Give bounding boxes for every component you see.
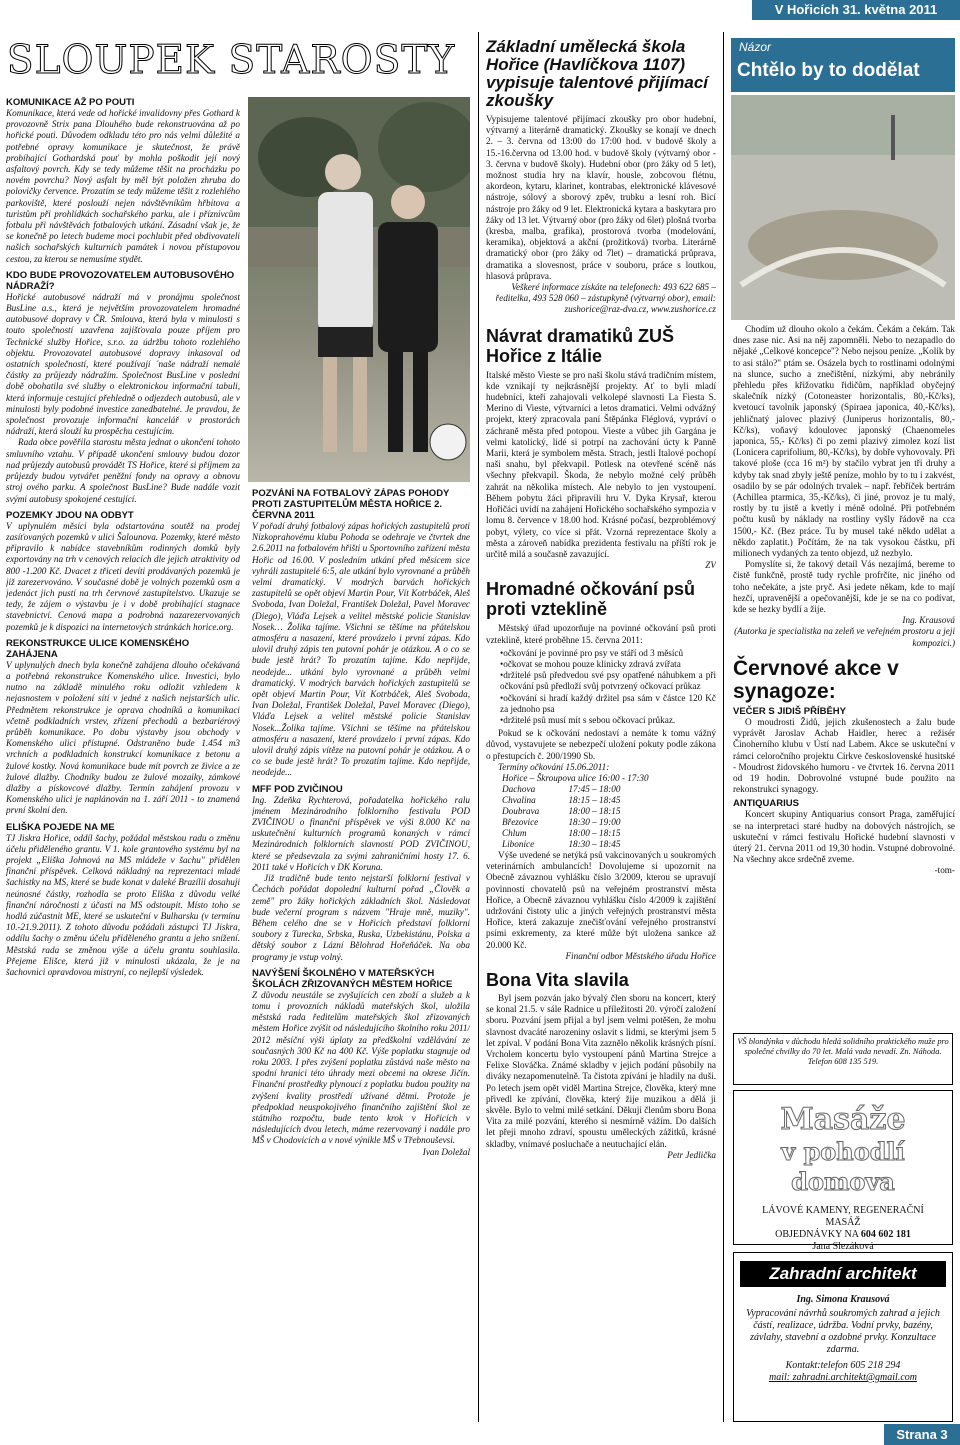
schedule-time: 18:30 – 19:00 xyxy=(568,816,621,827)
schedule-time: 18:30 – 18:45 xyxy=(568,838,621,849)
table-row xyxy=(502,784,657,795)
football-photo xyxy=(248,97,470,482)
text-skolne: Z důvodu neustále se zvyšujících cen zboží a služeb a k tomu i provozních nákladů mateřských škol, uložila městská rada ředitelům mateřských škol zřizovaných městem Hořice zvýšit od následujícího školního roku 2011/ 2012 měsíční výši úplaty za předškolní vzdělávání ze současných 300 Kč na 400 Kč. Výše poplatku stagnuje od roku 2003. I přes zvýšení poplatku zůstává naše město na spodní hranici této úhrady mezi obcemi na okrese Jičín. Finanční prostředky plynoucí z poplatku budou použity na zvýšení kvality prostředí užívané dětmi. Protože je předpoklad neuspokojivého finančního zajištění škol ze státního rozpočtu, bude tento krok v Hořicích v následujících dvou letech, máme rezervovaný i nadále pro MŠ v Chodovicích a v nové výnikle MŠ v Třebnouševsi. xyxy=(252,989,470,1146)
road-island-illustration xyxy=(731,95,955,320)
schedule-place: Hořice – Škroupova ulice 16:00 - 17:30 xyxy=(502,772,649,783)
table-row xyxy=(502,773,657,784)
column-divider xyxy=(723,32,724,1422)
cerv-sign: -tom- xyxy=(934,865,955,876)
ad-masaze xyxy=(733,1090,953,1252)
column-3 xyxy=(486,38,716,1423)
nazor-photo xyxy=(731,95,955,320)
ad-masaze-name: Jana Slezáková xyxy=(812,1241,874,1252)
nazor-sign: Ing. Krausová xyxy=(902,615,955,626)
zus-contact: Veškeré informace získáte na telefonech: 493 622 685 – ředitelka, 493 528 060 – zástupkyně (výtvarný obor), email: zushorice@raz-dva.cz, www.zushorice.cz xyxy=(495,282,716,315)
schedule-place: Chlum xyxy=(502,827,527,838)
schedule-place: Březovice xyxy=(502,816,539,827)
schedule-time: 18:15 – 18:45 xyxy=(568,794,621,805)
nazor-label: Názor xyxy=(739,40,772,54)
text-mff: Ing. Zdeňka Rychterová, pořadatelka hořického ralu jménem Mezinárodního folklorního festivalu POD ZVIČINOU o finanční příspěvek ve výši 8.000 Kč na uskutečnění kulturních programů konaných v rámci Mezinárodních folklorních slavností POD ZVIČINOU, které se předsevzala za svými zahraničními hosty 17. 6. 2011 také v Hořicích v DK Koruna. xyxy=(252,794,470,872)
cerv-heading-2: ANTIQUARIUS xyxy=(733,798,799,810)
sign-dolezal: Ivan Doležal xyxy=(422,1146,470,1157)
schedule-place: Libonice xyxy=(502,838,535,849)
cerv-text-1: O moudrosti Židů, jejich zkušenostech a žalu bude vyprávět Jaroslav Achab Haidler, herec a režisér Činoherního klubu v Ústí nad Labem. Akce se uskuteční v rámci celoročního projektu Církve československé husitské - Moudrost židovského humoru - ve čtvrtek 16. června 2011 od 19 hodin. Dobrovolné vstupné bude použito na rekonstrukci synagogy. xyxy=(733,716,955,795)
psi-text-3: Výše uvedené se netýká psů vakcinovaných u soukromých veterinárních ambulancích! Dovolujeme si upozornit na Obecně závaznou vyhlášku číslo 3/2009, kterou se upravují povinnosti chovatelů psů na veřejném prostranství města Hořice, a Obecně závaznou vyhlášku číslo 4/2009 k zajištění udržování čistoty ulic a jiných veřejných prostranství města Hořice, která zakazuje znečišťování veřejného prostranství psími exkrementy, za které může být uložena sankce až 20.000 Kč. xyxy=(486,849,716,950)
psi-bullet-list xyxy=(500,648,716,726)
dateline-bar xyxy=(752,0,960,20)
psi-text-2: Pokud se k očkování nedostaví a nemáte k tomu vážný důvod, vystavujete se nebezpečí uložení pokuty podle zákona o přestupcích č. 200/1990 Sb. xyxy=(486,728,716,761)
nazor-header xyxy=(731,38,955,92)
list-item: • očkování si hradí každý držitel psa sám v částce 120 Kč za jednoho psa xyxy=(500,693,716,715)
column-divider xyxy=(478,32,479,1422)
psi-schedule xyxy=(502,773,657,850)
ad-zahradni-contact: Kontakt:telefon 605 218 294 xyxy=(785,1360,901,1371)
schedule-place: Chvalina xyxy=(502,794,536,805)
cerv-text-2: Koncert skupiny Antiquarius consort Praga, zaměřující se na interpretaci staré hudby na dobových nástrojích, se uskuteční v rámci festivalu Hořické hudební slavnosti v úterý 21. června 2011 od 19,30 hodin. Vstupné dobrovolné. Na všechny akce srdečně zveme. xyxy=(733,809,955,865)
psi-title: Hromadné očkování psů proti vzteklině xyxy=(486,579,696,620)
dateline: V Hořicích 31. května 2011 xyxy=(774,2,938,17)
page-number: Strana 3 xyxy=(896,1427,948,1442)
page-number-box xyxy=(884,1424,960,1445)
italy-sign: ZV xyxy=(705,560,716,571)
list-item: • držitelé psů musí mít s sebou očkovací průkaz. xyxy=(500,715,716,726)
psi-intro: Městský úřad upozorňuje na povinné očkování psů proti vzteklině, které proběhne 15. června 2011: xyxy=(486,623,716,645)
zus-title: Základní umělecká škola Hořice (Havlíčkova 1107) vypisuje talentové přijímací zkoušky xyxy=(486,38,709,110)
ad-masaze-title: Masáže xyxy=(780,1102,906,1137)
ad-zahradni-name: Ing. Simona Krausová xyxy=(796,1294,890,1305)
page-title: SLOUPEK STAROSTY xyxy=(6,38,456,83)
text-mff-2: Již tradičně bude tento nejstarší folklorní festival v Čechách pořádat dopolední kulturní pořad „Člověk a země" pro žáky hořických základních škol. Následovat bude večerní program s názvem "Hraje mně, muziky". Během celého dne se v Hořicích představí folklorní soubory z Turecka, Srbska, Ruska, Uzbekistánu, Polska a dětský soubor z Lázní Bělohrad Hořeňáček. Na oba programy je vstup volný. xyxy=(252,873,470,962)
text-nadrazi-2: Rada obce pověřila starostu města jednat o ukončení tohoto smluvního vztahu. V případě ukončení smlouvy budou dozor nad průjezdy autobusů provádět TS Hořice, které si příjmem za průjezdy budou vytvářet peněžní fondy na opravy a obnovu stroj ového parku. A společnost BusLine? Bude nadále vozit svými autobusy spokojené cestující. xyxy=(6,437,240,504)
schedule-place: Dachova xyxy=(502,783,536,794)
text-nadrazi: Hořické autobusové nádraží má v pronájmu společnost BusLine a.s., která je největším provozovatelem hromadné autobusové dopravy v ČR. Smlouva, která byla v minulosti s touto společností uzavřena zajišťovala pouze příjem pro Technické služby Hořice, s.r.o. za údržbu tohoto rozlehlého objektu. Provozovatel autobusové dopravy inkasoval od ostatních společností, které používají ´naše nádraží nemalé částky za průjezdy nádražím. Společnost BusLine v poslední době obohatila své služby o elektronickou informační tabuli, která informuje cestující přehledně o odjezdech autobusů, ale v minulosti byly podobné investice zanedbatelné. Je pravdou, že společnost provozuje informační kancelář v prostorách nádraží, která slouží ku prospěchu cestujícím. xyxy=(6,291,240,437)
ad-personal xyxy=(733,1033,953,1085)
cerv-title: Červnové akce v synagoze: xyxy=(733,656,899,703)
nazor-text-2: Pomyslíte si, že takový detail Vás nezajímá, bereme to čistě funkčně, prostě tudy rychle profrčíte, nic jiného od toho nečekáte, a jste pryč. Asi jedete někam, kde to mají hezčí, upravenější a opečovanější, kde je se na co podívat, kde se hezky bydlí a žije. xyxy=(733,559,955,615)
photo-illustration xyxy=(248,97,470,482)
nazor-title: Chtělo by to dodělat xyxy=(737,60,920,81)
schedule-place: Doubrava xyxy=(502,805,540,816)
ad-masaze-subtitle: v pohodlí domova xyxy=(781,1137,905,1196)
cerv-heading-1: VEČER S JIDIŠ PŘÍBĚHY xyxy=(733,705,846,717)
italy-title: Návrat dramatiků ZUŠ Hořice z Itálie xyxy=(486,325,675,366)
heading-zapas: POZVÁNÍ NA FOTBALOVÝ ZÁPAS POHODY PROTI ZASTUPITELŮM MĚSTA HOŘICE 2. ČERVNA 2011 xyxy=(252,488,450,521)
bona-sign: Petr Jedlička xyxy=(667,1149,716,1160)
heading-mff: MFF POD ZVIČINOU xyxy=(252,783,343,795)
bona-text: Byl jsem pozván jako bývalý člen sboru na koncert, který se konal 21.5. v sále Radnice u příležitosti 20. výročí založení sboru. Pozvání jsem přijal a byl jsem velmi potěšen, že mohu slavnost dvacáté narozeniny oslavit s lidmi, se kterými jsem 5 let zpíval. V podání Bona Vita zaznělo několik krásných písní. Vrcholem koncertu bylo vystoupení pánů Martina Strejce a Felixe Slováčka. Známé skladby v jejich podání působily na diváky nezapomenutelně. Ta čistota zpívání je hladily na duši. Po letech jsem opět viděl Martina Strejce, člověka, který mne přivedl ke zpívání, člověka, který žije muzikou a dělá ji skvěle. Bylo to velmi milé setkání. Děkuji členům sboru Bona Vita za milé pozvání, kterého si nesmírně vážím. Do dalších let přeji mnoho zdraví, spoustu uměleckých zážitků, krásné skladby, vnímavé posluchače a neutuchající elán. xyxy=(486,992,716,1149)
zus-text: Vypisujeme talentové přijímací zkoušky pro obor hudební, výtvarný a literárně dramatický. Zkoušky se konají ve dnech 2. – 3. června od 13:00 do 17:00 hod. v budově školy a 15.-16.června od 13.00 hod. v budově školy (výtvarný obor - 3. června v budově školy). Hudební obor (pro žáky od 5 let), možnost studia hry na klavír, housle, zobcovou flétnu, akordeon, kytaru, klarinet, kontrabas, elektronické klávesové nástroje, sólový a sborový zpěv, trubku a lesní roh. Bicí nástroje pro žáky od 9 let. Elektronická kytara a baskytara pro žáky od 13 let. Výtvarný obor (pro žáky od 6let) plošná tvorba (kresba, malba, grafika), prostorová tvorba (modelování, keramika), objektová a akční (prožitková) tvorba. Literárně dramatický obor (pro žáky od 7let) – dramatická průprava, dramatika a slovesnost, práce v souboru, práce s loutkou, hlasová průprava. xyxy=(486,114,716,281)
text-zapas: V pořadí druhý fotbalový zápas hořických zastupitelů proti Nízkoprahovému klubu Pohoda se odehraje ve čtvrtek dne 2.6.2011 na fotbalovém hřišti u Sportovního zařízení města Hořic od 16.00. V posledním utkání před měsícem sice vyhráli zastupitelé 6:5, ale utkání bylo vyrovnané a průběh velmi dramatický. V modrých barvách hořických zastupitelů se opět objeví Martin Pour, Vít Kotrbáček, Aleš Svoboda, Ivan Doležal, František Doležal, Pavel Moravec (Diego), Vláďa Lejsek a velitel městské policie Stanislav Nosek… Žolika tajíme. Všichni se těšíme na přátelskou atmosféru a nasazení, které provázelo i první zápas. Kdo ulovil druhý zápis ten putovní pohár je otázkou. A o co se bude jestě hrát? To prozatím tajíme. Kdo nepřijde, neodejde... utkání bylo vyrovnané a průběh velmi dramatický. V modrých barvách hořických zastupitelů se opět objeví Martin Pour, Vít Kotrbáček, Aleš Svoboda, Ivan Doležal, František Doležal, Pavel Moravec (Diego), Vláďa Lejsek a velitel městské policie Stanislav Nosek...Žolika tajíme. Všichni se těšíme na přátelskou atmosféru a nasazení, které provázelo i první zápas. Kdo ulovil druhý zápis vítěze na putovní pohár je otázkou. A o co se bude jestě hrát? To prozatím tajíme. Kdo nepřijde, neodejde... xyxy=(252,521,470,778)
column-1 xyxy=(6,97,240,1419)
ad-zahradni-mail[interactable]: mail: zahradni.architekt@gmail.com xyxy=(769,1372,917,1383)
text-komunikace: Komunikace, která vede od hořické invalidovny přes Gothard k provozovně Strix pana Dlouhého bude rekonstruována až po hořické pouti. Důvodem odkladu této pro nás velmi důležité a potřebné opravy komunikace je skutečnost, že právě probíhající Gothardská pouť by mohla poškodit její nový asfaltový povrch. Kdy se tedy můžeme těšit na procházku po novém povrchu? Nový asfalt by měl být položen zhruba do polovičky července. Prozatím se tedy můžeme těšit z rozlehlého parkoviště, které poslouží nejen návštěvníkům hřbitova a turistům při prohlídkách sochařského parku, ale i příznivcům fotbalu při návštěvách fotbalových utkání. Zásadní však je, že se konečně po letech budeme moci pochlubit před obdivovateli našich sochařských kulturních památek i novou přístupovou cestou, za kterou se nemusíme stydět. xyxy=(6,108,240,264)
text-eliska: TJ Jiskra Hořice, oddíl šachy, požádal městskou radu o změnu účelu přiděleného grantu. V 1. kole grantového systému byl na projekt „Eliška Johnová na MS mládeže v šachu" přidělen finanční příspěvek. Celková nákladný na reprezentaci mladé šachistky na MS, které se bude konat v daleké Brazílii dosahují neúnosné částky, rozhodla se proto Eliška z důvodu velké finanční náročnosti z účasti na MS odstoupit. Místo toho se hodlá zúčastnit ME, které se uskuteční v Bulharsku (v termínu 10.-21.9.2011). Z tohoto důvodu požádali zástupci TJ Jiskra, oddílu šachy o změnu účelu přiděleného grantu a jeho snížení. Městská rada se změnou výše a účelu grantu souhlasila. Přejeme Elišce, která již v minulosti ukázala, že je na šachovnici opravdovou mistryní, co nejlepší výsledek. xyxy=(6,832,240,978)
ad-personal-text: VŠ blondýnka v důchodu hledá solidního praktického muže pro společné chvilky do 70 let. Malá vada nevadí. Zn. Náhoda. Telefon 608 135 519. xyxy=(737,1037,949,1066)
schedule-time: 17:45 – 18:00 xyxy=(568,783,621,794)
heading-skolne: NAVÝŠENÍ ŠKOLNÉHO V MATEŘSKÝCH ŠKOLÁCH ZŘIZOVANÝCH MĚSTEM HOŘICE xyxy=(252,967,453,990)
bona-title: Bona Vita slavila xyxy=(486,969,629,990)
heading-pozemky: POZEMKY JDOU NA ODBYT xyxy=(6,509,134,521)
ad-zahradni xyxy=(733,1252,953,1422)
ad-zahradni-text: Vypracování návrhů soukromých zahrad a jejich částí, realizace, údržba. Vodní prvky, bazény, závlahy, stavební a ozdobné prvky. Konzultace zdarma. xyxy=(746,1308,940,1355)
table-row xyxy=(502,828,657,839)
heading-eliska: ELIŠKA POJEDE NA ME xyxy=(6,821,115,833)
schedule-time: 18:00 – 18:15 xyxy=(568,827,621,838)
ad-masaze-text: LÁVOVÉ KAMENY, REGENERAČNÍ MASÁŽ xyxy=(762,1205,924,1228)
ad-zahradni-title: Zahradní architekt xyxy=(740,1261,946,1287)
ad-masaze-order xyxy=(734,1229,952,1241)
nazor-note: (Autorka je specialistka na zeleň ve veřejném prostoru a její kompozici.) xyxy=(734,626,955,648)
heading-komenskeho: REKONSTRUKCE ULICE KOMENSKÉHO ZAHÁJENA xyxy=(6,637,190,660)
ad-masaze-phone: 604 602 181 xyxy=(860,1229,911,1240)
table-row xyxy=(502,795,657,806)
nazor-text: Chodím už dlouho okolo a čekám. Čekám a čekám. Tak dnes zase nic. Asi na něj zapomněli. Nebo to nezapadlo do nějaké „Celkové koncepce"? Nebo nejsou peníze. „Kolik by to asi stálo?" ptám se. Osázela bych to rostlinami odolnými na slunce, sucho a znečištění, nízkými, aby nebránily přehledu přes křižovatku řidičům, například obyčejný skalečník nízký (Cotoneaster horizontalis, 80,-Kč/ks), kvetoucí tavolník japonský (Spiraea japonica, 40,-Kč/ks), jehličnatý jalovec plazivý (Juniperus horizontalis, 80,-Kč/ks), voňavý kdoulovec japonský (Chaenomeles japonica, 55,- Kč/ks) či po zemi plazivý zimolez kozí list (Lonicera caprifolium, 80,-Kč/ks), by dobře vyhovovaly. Při takové ploše (cca 16 m²) by stačilo vybrat jen tři druhy a kdyby tak snad zbyly ještě peníze, mohlo by to tu i zakvést, osadilo by se pár odolných trvalek – např. řebříček bertrám (Achillea ptarmica, 35,-Kč/ks), či jiné, provoz je tu malý, rostly by tu jistě a kvetly i méně odolné. Při potřebném počtu kusů by náklady na rostliny vyšly řádově na cca 1500,- Kč. (Bez práce. Tu by musel také někdo udělat a někdo zaplatit.) Počítám, že na tak vysokou částku, při milionech vydaných za tento objezd, už nezbylo. xyxy=(733,324,955,559)
ad-masaze-order-label: OBJEDNÁVKY NA xyxy=(775,1229,859,1240)
column-2 xyxy=(252,488,470,1423)
column-4 xyxy=(733,324,955,1029)
psi-sign: Finanční odbor Městského úřadu Hořice xyxy=(565,950,716,961)
italy-text: Italské město Vieste se pro naši školu stává tradičním místem, kde vznikají ty nejkrásnější projekty. Ať to byli mladí hudebníci, kteří zahajovali velkolepé slavnosti La Fiesta S. Merino di Vieste, výtvarníci a letos dramatici. Velmi odvážný projekt, který zpracovala paní Štěpánka Fléglová, vypráví o záchraně města před potopou. Vieste a vůbec jih Gargána je velmi katolický, lidé si potrpí na zachování úcty k Panně Marii, která je symbolem města. Strach, jestli Italové pochopí naši snahu, byl překvapil. Potlesk na otevřené scéně nás všechny překvapil. Škoda, že nebylo možné celý průběh zahrát na několika místech. Ale nebylo to jen vystoupení. Během pobytu žáci připravili hru V. Dyka Krysař, kterou Hořičáci uvidí na zahájení Hořického sochařského sympozia v lomu 8. července v 18.00 hod. Krásné počasí, bezproblémový pobyt, výlety, co více si přát. Vzorná reprezentace školy a města a zároveň nabídka prezidenta festivalu na příští rok je určitě milá a současně zavazující. xyxy=(486,369,716,559)
table-row xyxy=(502,806,657,817)
list-item: • očkovat se mohou pouze klinicky zdravá zvířata xyxy=(500,659,716,670)
list-item: • držitelé psů předvedou své psy opatřené náhubkem a při očkování psů předloží svůj potvrzený očkovací průkaz xyxy=(500,670,716,692)
heading-komunikace: KOMUNIKACE AŽ PO POUTI xyxy=(6,97,135,108)
table-row xyxy=(502,817,657,828)
schedule-time: 18:00 – 18:15 xyxy=(568,805,621,816)
heading-nadrazi: KDO BUDE PROVOZOVATELEM AUTOBUSOVÉHO NÁDRAŽÍ? xyxy=(6,269,235,292)
text-pozemky: V uplynulém měsíci byla odstartována soutěž na prodej zasíťovaných pozemků v ulici Šalounova. Pozemky, které město připravilo k nabídce stavebníkům rodinných domků byly exportovány na trh v cenových relacích dle jejich atraktivity od 800 -1.200 Kč. Dvacet z třiceti devíti prodávaných pozemků je již zarezervováno. V současné době je volných pozemků osm a jedenáct jich pustí na trh červnové zastupitelstvo. Ukazuje se tedy, že zájem o výstavbu je i v době probíhající stagnace stavebnictví. Cenová mapa a podrobná nazarezervovaných pozemků je k dispozici na internetových stránkách horice.org. xyxy=(6,520,240,632)
psi-terms-label: Termíny očkování 15.06.2011: xyxy=(498,761,610,772)
list-item: • očkování je povinné pro psy ve stáří od 3 měsíců xyxy=(500,648,716,659)
table-row xyxy=(502,839,657,850)
text-komenskeho: V uplynulých dnech byla konečně zahájena dlouho očekávaná a potřebná rekonstrukce Komenského ulice. Investici, bylo nutno na základě minulého roku odložit vzhledem k nejasnostem v položení sítí v jedné z našich nejstarších ulic. Předmětem rekonstrukce je oprava chodníků a komunikací včetně podkladních vrstev, zřízení přechodů a bezbariérový průběh komunikace. Po dobu výstavby jsou obchody v Komenského ulici přístupné. Odstraněno bude 1.454 m3 vrchních a podkladních konstrukcí komunikace z betonu a žulové kostky. Nová komunikace bude mít povrch ze živice a ze žulové dlažby. Chodníky budou ze žulové mozaiky, zámkové dlažby a pískovcové dlažby. Termín zahájení provozu v Komenského ulici je naplánován na 1. září 2011 - to znamená první školní den. xyxy=(6,659,240,816)
